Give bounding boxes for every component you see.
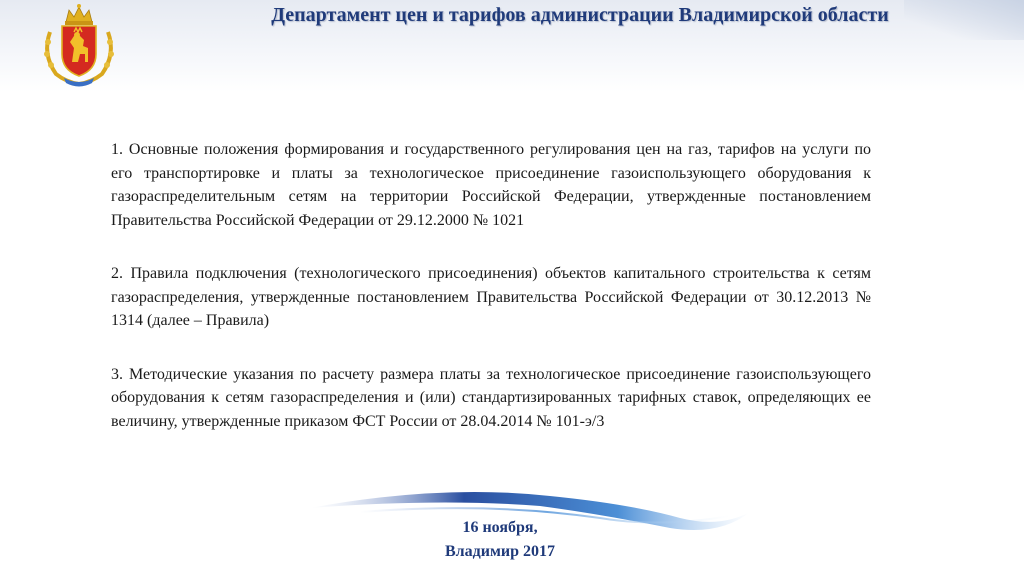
list-item: 3. Методические указания по расчету размера платы за технологическое присоединение газоиспользующего оборудования к сетям газораспределения и (или) стандартизированных тарифных ставок, определяющих ее величину, утвержденные приказом ФСТ России от 28.04.2014 № 101-э/3: [111, 365, 871, 430]
footer-place-year: Владимир 2017: [445, 543, 555, 560]
footer: [380, 516, 620, 564]
page-title: Департамент цен и тарифов администрации Владимирской области: [271, 4, 889, 26]
vladimir-oblast-coat-of-arms-icon: [36, 2, 122, 88]
footer-date: 16 ноября,: [462, 519, 538, 536]
document-body: [111, 138, 871, 433]
list-item: 2. Правила подключения (технологического присоединения) объектов капитального строительства к сетям газораспределения, утвержденные постановлением Правительства Российской Федерации от 30.12.2013 № 1314 (далее – Правила): [111, 265, 871, 329]
list-item: 1. Основные положения формирования и государственного регулирования цен на газ, тарифов на услуги по его транспортировке и платы за технологическое присоединение газоиспользующего оборудования к газораспределительным сетям на территории Российской Федерации, утвержденные постановлением Правительства Российской Федерации от 29.12.2000 № 1021: [111, 141, 871, 229]
